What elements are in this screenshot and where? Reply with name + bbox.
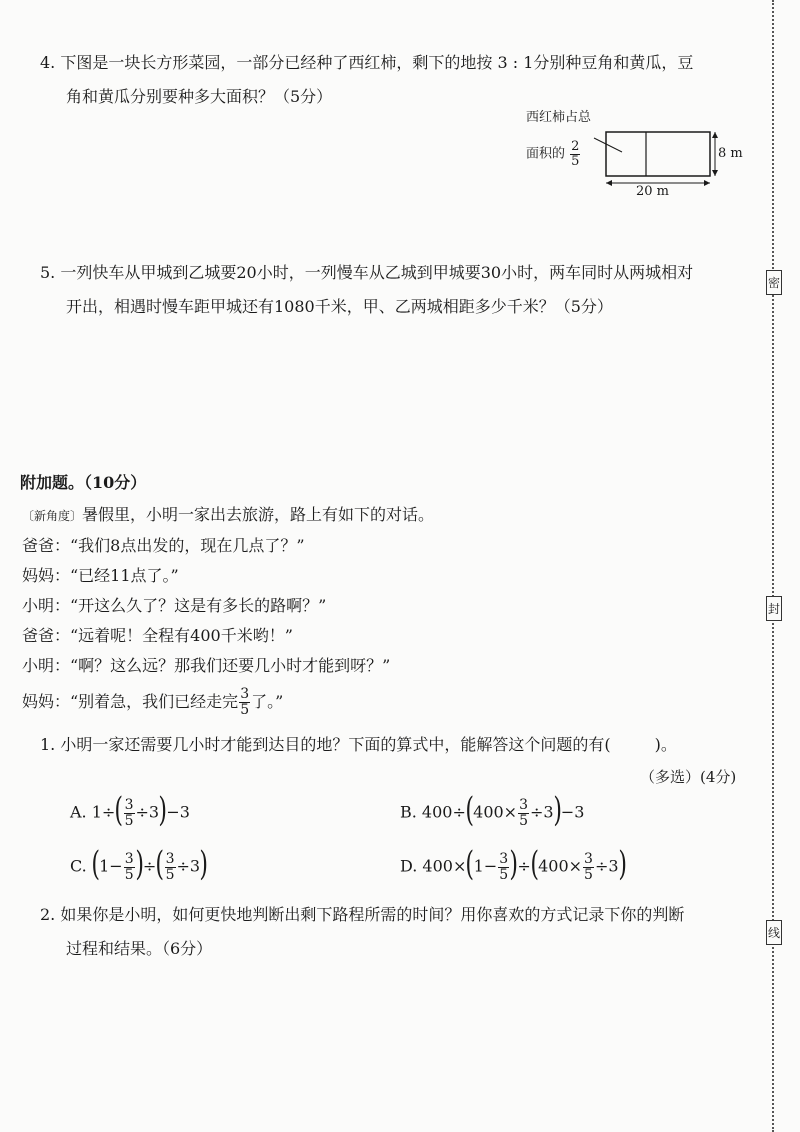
label-pointer [594,138,622,152]
sub1-note: （多选）(4分) [640,768,737,786]
width-arrow-right [704,180,710,186]
sub-question-2 [40,898,760,966]
side-tab-mi: 密 [766,270,782,295]
dialogue-line-1: 爸爸：“我们8点出发的，现在几点了？” [22,536,305,555]
dialogue-line-4: 爸爸：“远着呢！全程有400千米哟！” [22,626,293,645]
height-label: 8 m [718,146,743,161]
binding-line [772,0,774,1132]
question-5 [40,256,760,324]
q4-text-line1: 下图是一块长方形菜园，一部分已经种了西红柿，剩下的地按 3 : 1分别种豆角和黄瓜，豆 [60,53,694,72]
width-arrow-left [606,180,612,186]
sub1-text: 小明一家还需要几小时才能到达目的地？下面的算式中，能解答这个问题的有( [60,735,611,754]
question-4 [40,46,760,114]
sub2-text-line2: 过程和结果。（6分） [66,939,213,958]
option-a[interactable]: A. 1÷( $\frac{3}{5}$ ÷3)−3 [70,790,190,830]
dialogue-line-3: 小明：“开这么久了？这是有多长的路啊？” [22,596,327,615]
q4-label-fraction [570,140,580,168]
q4-number: 4. [40,53,56,72]
sub2-text-line1: 如果你是小明，如何更快地判断出剩下路程所需的时间？用你喜欢的方式记录下你的判断 [60,905,685,924]
walked-den: 5 [240,702,250,718]
option-b-label: B. [400,802,417,822]
q5-text-line2: 开出，相遇时慢车距甲城还有1080千米，甲、乙两城相距多少千米？（5分） [66,297,613,316]
last-suffix: 了。” [251,692,284,711]
bonus-title: 附加题。（10分） [20,473,147,492]
option-d-label: D. [400,856,418,876]
intro-text: 暑假里，小明一家出去旅游，路上有如下的对话。 [82,505,435,524]
sub2-number: 2. [40,905,56,924]
garden-rect [606,132,710,176]
sub1-number: 1. [40,735,56,754]
q4-label-line2 [526,140,581,168]
option-b[interactable]: B. 400÷(400× $\frac{3}{5}$ ÷3)−3 [400,790,585,830]
sub-question-1 [40,728,760,762]
sub1-close: )。 [654,735,677,754]
option-d[interactable]: D. 400×(1− $\frac{3}{5}$ )÷(400× $\frac{3}{5}$ ÷3) [400,844,627,884]
last-prefix: 妈妈：“别着急，我们已经走完 [22,692,239,711]
q4-label-prefix: 面积的 [526,146,566,162]
dialogue-line-6 [22,687,762,718]
q4-frac-num: 2 [571,139,580,154]
height-arrow-top [712,132,718,138]
option-c[interactable]: C. (1− $\frac{3}{5}$ )÷( $\frac{3}{5}$ ÷3) [70,844,209,884]
option-c-label: C. [70,856,87,876]
height-arrow-bottom [712,170,718,176]
q5-number: 5. [40,263,56,282]
dialogue-line-5: 小明：“啊？这么远？那我们还要几小时才能到呀？” [22,656,391,675]
q5-text-line1: 一列快车从甲城到乙城要20小时，一列慢车从乙城到甲城要30小时，两车同时从两城相对 [60,263,694,282]
q4-frac-den: 5 [571,153,580,169]
walked-num: 3 [240,686,250,703]
walked-fraction [239,687,250,717]
width-label: 20 m [636,184,670,199]
bonus-dialogue [22,500,762,718]
q4-label-line1: 西红柿占总 [526,110,592,125]
dialogue-line-2: 妈妈：“已经11点了。” [22,566,179,585]
q4-text-line2: 角和黄瓜分别要种多大面积？（5分） [66,87,333,106]
option-a-label: A. [70,802,87,822]
side-tab-feng: 封 [766,596,782,621]
intro-tag: 〔新角度〕 [22,509,83,523]
side-tab-xian: 线 [766,920,782,945]
